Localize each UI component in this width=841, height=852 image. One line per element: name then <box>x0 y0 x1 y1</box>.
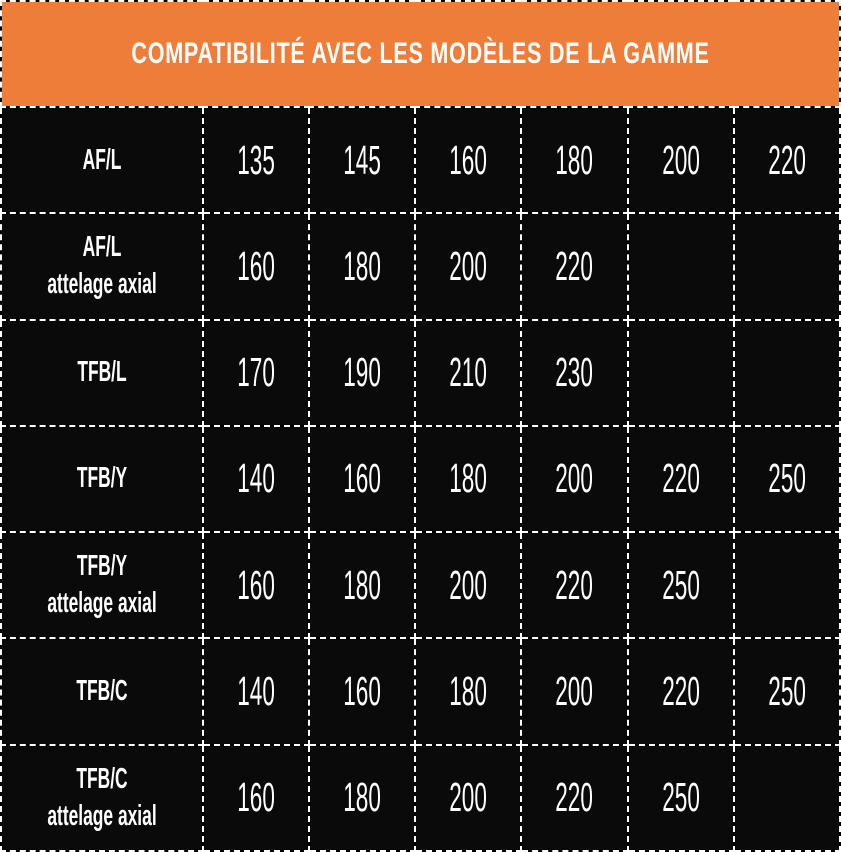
value-cell <box>521 213 627 319</box>
value: 190 <box>343 349 382 396</box>
value: 200 <box>555 455 594 502</box>
value: 160 <box>449 136 488 183</box>
model-name: AF/L <box>82 231 122 264</box>
value: 180 <box>555 136 594 183</box>
table-row-afl <box>1 107 840 213</box>
value-cell <box>203 426 309 532</box>
value-cell <box>309 426 415 532</box>
model-name: AF/L <box>82 143 122 176</box>
value: 160 <box>237 242 275 289</box>
value-cell <box>734 107 840 213</box>
value-cell <box>628 745 734 851</box>
value: 180 <box>449 668 488 715</box>
table-row-tfbc <box>1 638 840 744</box>
value-cell <box>203 745 309 851</box>
model-name: TFB/L <box>77 356 127 389</box>
value-cell <box>415 745 521 851</box>
value-cell <box>309 213 415 319</box>
value-cell <box>628 107 734 213</box>
model-name: TFB/C <box>76 674 128 707</box>
value: 220 <box>661 455 700 502</box>
model-cell <box>1 107 203 213</box>
value-cell <box>309 532 415 638</box>
value-cell <box>521 745 627 851</box>
value: 160 <box>343 668 382 715</box>
value: 200 <box>449 774 488 821</box>
value: 160 <box>237 774 275 821</box>
value-cell <box>203 532 309 638</box>
value: 220 <box>555 561 594 608</box>
value: 180 <box>343 561 382 608</box>
value: 200 <box>449 242 488 289</box>
model-subname: attelage axial <box>47 268 157 301</box>
value: 250 <box>768 668 806 715</box>
value-cell <box>309 638 415 744</box>
value-cell <box>521 320 627 426</box>
value-cell <box>415 532 521 638</box>
table-row-afl-attelage-axial <box>1 213 840 319</box>
value-cell <box>628 320 734 426</box>
value: 180 <box>449 455 488 502</box>
value: 140 <box>237 668 275 715</box>
model-subname: attelage axial <box>47 799 157 832</box>
value-cell <box>309 745 415 851</box>
value-cell <box>415 213 521 319</box>
table-row-tfby-attelage-axial <box>1 532 840 638</box>
value: 210 <box>449 349 488 396</box>
value-cell <box>734 745 840 851</box>
value: 145 <box>343 136 382 183</box>
value: 200 <box>449 561 488 608</box>
value: 160 <box>343 455 382 502</box>
model-cell <box>1 532 203 638</box>
value-cell <box>415 320 521 426</box>
value-cell <box>734 320 840 426</box>
value-cell <box>415 638 521 744</box>
value-cell <box>203 213 309 319</box>
value: 220 <box>768 136 806 183</box>
value-cell <box>734 532 840 638</box>
value: 230 <box>555 349 594 396</box>
table-row-tfbc-attelage-axial <box>1 745 840 851</box>
value-cell <box>628 213 734 319</box>
value-cell <box>203 107 309 213</box>
model-cell <box>1 745 203 851</box>
value: 180 <box>343 242 382 289</box>
value-cell <box>203 320 309 426</box>
table-header <box>1 1 840 107</box>
value-cell <box>628 426 734 532</box>
model-cell <box>1 426 203 532</box>
model-cell <box>1 320 203 426</box>
value: 220 <box>555 242 594 289</box>
value: 140 <box>237 455 275 502</box>
value-cell <box>628 638 734 744</box>
value: 200 <box>661 136 700 183</box>
model-name: TFB/C <box>76 762 128 795</box>
value-cell <box>521 107 627 213</box>
value-cell <box>521 426 627 532</box>
model-cell <box>1 213 203 319</box>
value-cell <box>203 638 309 744</box>
value: 160 <box>237 561 275 608</box>
value-cell <box>309 107 415 213</box>
model-subname: attelage axial <box>47 587 157 620</box>
value-cell <box>734 213 840 319</box>
value-cell <box>309 320 415 426</box>
value-cell <box>415 426 521 532</box>
value: 250 <box>768 455 806 502</box>
header-row <box>1 1 840 107</box>
value: 220 <box>555 774 594 821</box>
value-cell <box>521 638 627 744</box>
table-title: COMPATIBILITÉ AVEC LES MODÈLES DE LA GAMME <box>131 37 710 70</box>
value: 135 <box>237 136 275 183</box>
value: 200 <box>555 668 594 715</box>
value: 220 <box>661 668 700 715</box>
value-cell <box>734 638 840 744</box>
model-name: TFB/Y <box>76 462 128 495</box>
value: 250 <box>661 774 700 821</box>
value-cell <box>734 426 840 532</box>
value-cell <box>415 107 521 213</box>
table-row-tfbl <box>1 320 840 426</box>
model-name: TFB/Y <box>76 550 128 583</box>
value: 170 <box>237 349 275 396</box>
table-row-tfby <box>1 426 840 532</box>
model-cell <box>1 638 203 744</box>
value: 250 <box>661 561 700 608</box>
value-cell <box>521 532 627 638</box>
value-cell <box>628 532 734 638</box>
value: 180 <box>343 774 382 821</box>
